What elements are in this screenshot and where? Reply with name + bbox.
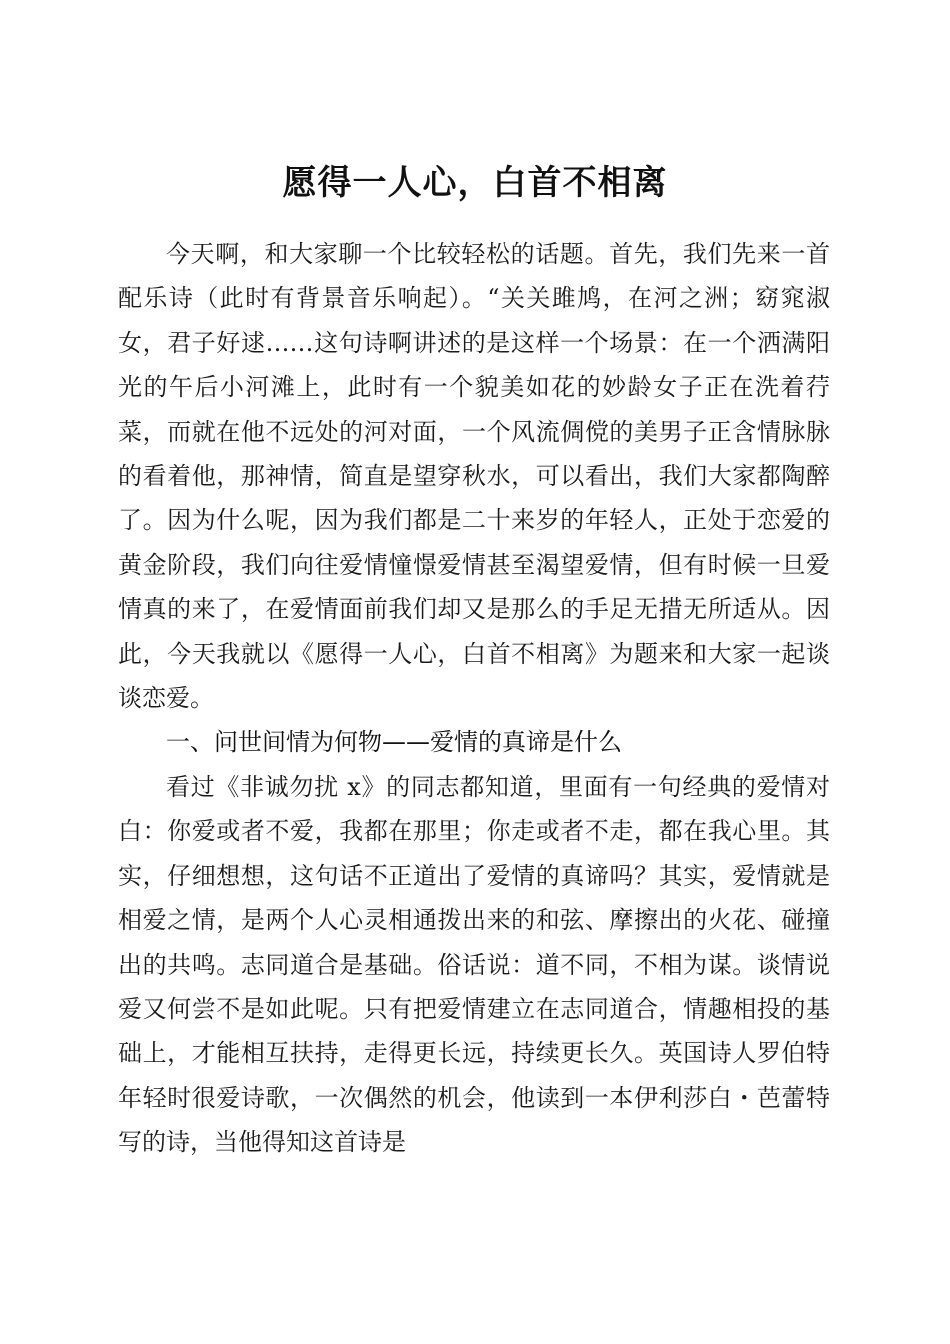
document-body [118,232,830,1165]
paragraph-section-1: 看过《非诚勿扰 x》的同志都知道，里面有一句经典的爱情对白：你爱或者不爱，我都在那里；你走或者不走，都在我心里。其实，仔细想想，这句话不正道出了爱情的真谛吗？其实，爱情就是相爱之情，是两个人心灵相通拨出来的和弦、摩擦出的火花、碰撞出的共鸣。志同道合是基础。俗话说：道不同，不相为谋。谈情说爱又何尝不是如此呢。只有把爱情建立在志同道合，情趣相投的基础上，才能相互扶持，走得更长远，持续更长久。英国诗人罗伯特年轻时很爱诗歌，一次偶然的机会，他读到一本伊利莎白・芭蕾特写的诗，当他得知这首诗是 [118,772,830,1157]
section-heading-1: 一、问世间情为何物——爱情的真谛是什么 [166,728,622,757]
document-title: 愿得一人心，白首不相离 [282,162,668,203]
paragraph-intro: 今天啊，和大家聊一个比较轻松的话题。首先，我们先来一首配乐诗（此时有背景音乐响起）。“关关雎鸠，在河之洲；窈窕淑女，君子好逑……这句诗啊讲述的是这样一个场景：在一个洒满阳光的午后小河滩上，此时有一个貌美如花的妙龄女子正在洗着荇菜，而就在他不远处的河对面，一个风流倜傥的美男子正含情脉脉的看着他，那神情，简直是望穿秋水，可以看出，我们大家都陶醉了。因为什么呢，因为我们都是二十来岁的年轻人，正处于恋爱的黄金阶段，我们向往爱情憧憬爱情甚至渴望爱情，但有时候一旦爱情真的来了，在爱情面前我们却又是那么的手足无措无所适从。因此，今天我就以《愿得一人心，白首不相离》为题来和大家一起谈谈恋爱。 [118,240,830,713]
